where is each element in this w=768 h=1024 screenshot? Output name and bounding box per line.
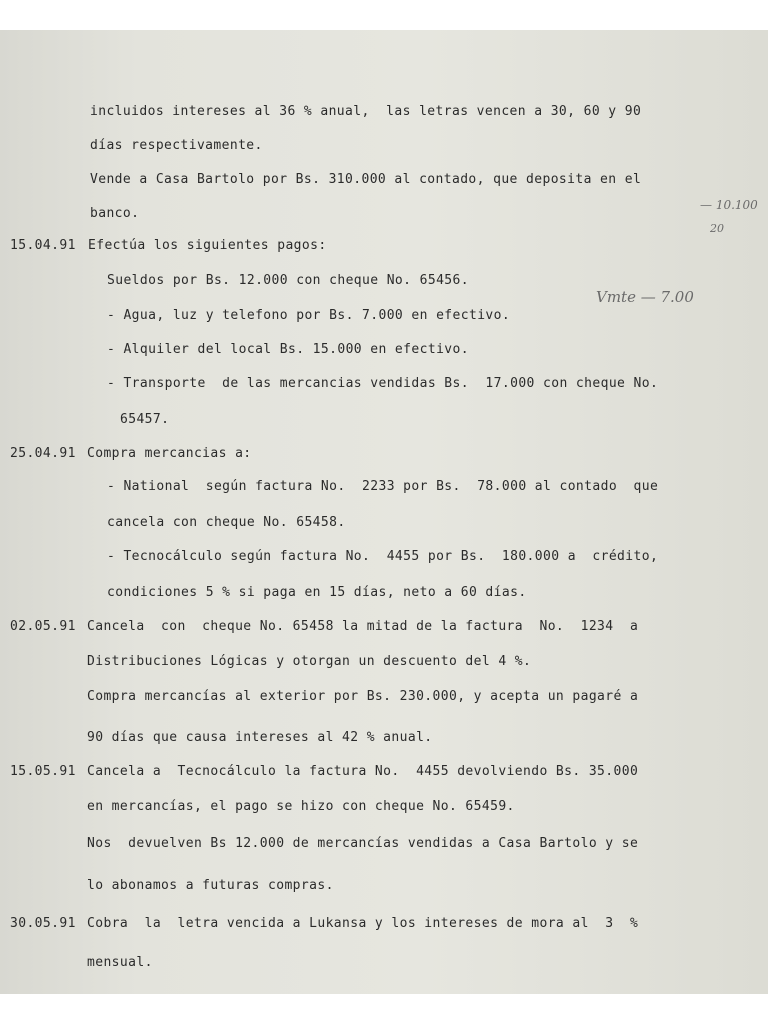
text-line: Sueldos por Bs. 12.000 con cheque No. 65456.	[107, 273, 469, 288]
text-line: - Alquiler del local Bs. 15.000 en efectivo.	[107, 342, 469, 357]
text-line: 65457.	[120, 412, 170, 427]
text-line: en mercancías, el pago se hizo con cheque No. 65459.	[87, 799, 515, 814]
entry-date: 15.04.91	[10, 238, 76, 253]
text-line: Compra mercancias a:	[87, 446, 252, 461]
text-line: Compra mercancías al exterior por Bs. 230.000, y acepta un pagaré a	[87, 689, 639, 704]
text-line: Cancela a Tecnocálculo la factura No. 4455 devolviendo Bs. 35.000	[87, 764, 639, 779]
entry-date: 02.05.91	[10, 619, 76, 634]
handwritten-note-top-2: 20	[710, 222, 724, 235]
entry-date: 25.04.91	[10, 446, 76, 461]
text-line: Vende a Casa Bartolo por Bs. 310.000 al contado, que deposita en el	[90, 172, 642, 187]
handwritten-note-mid: Vmte — 7.00	[596, 288, 694, 306]
text-line: 90 días que causa intereses al 42 % anual.	[87, 730, 433, 745]
entry-date: 30.05.91	[10, 916, 76, 931]
text-line: banco.	[90, 206, 140, 221]
text-line: Cobra la letra vencida a Lukansa y los intereses de mora al 3 %	[87, 916, 639, 931]
text-line: incluidos intereses al 36 % anual, las letras vencen a 30, 60 y 90	[90, 104, 642, 119]
text-line: condiciones 5 % si paga en 15 días, neto a 60 días.	[107, 585, 527, 600]
text-line: lo abonamos a futuras compras.	[87, 878, 334, 893]
entry-date: 15.05.91	[10, 764, 76, 779]
text-line: - Agua, luz y telefono por Bs. 7.000 en efectivo.	[107, 308, 511, 323]
document-page	[0, 30, 768, 994]
text-line: días respectivamente.	[90, 138, 263, 153]
text-line: Nos devuelven Bs 12.000 de mercancías vendidas a Casa Bartolo y se	[87, 836, 639, 851]
text-line: Cancela con cheque No. 65458 la mitad de la factura No. 1234 a	[87, 619, 639, 634]
text-line: Distribuciones Lógicas y otorgan un descuento del 4 %.	[87, 654, 532, 669]
text-line: - Tecnocálculo según factura No. 4455 por Bs. 180.000 a crédito,	[107, 549, 659, 564]
text-line: cancela con cheque No. 65458.	[107, 515, 346, 530]
text-line: - National según factura No. 2233 por Bs. 78.000 al contado que	[107, 479, 659, 494]
handwritten-note-top: — 10.100	[700, 198, 758, 212]
text-line: mensual.	[87, 955, 153, 970]
text-line: Efectúa los siguientes pagos:	[88, 238, 327, 253]
text-line: - Transporte de las mercancias vendidas Bs. 17.000 con cheque No.	[107, 376, 659, 391]
